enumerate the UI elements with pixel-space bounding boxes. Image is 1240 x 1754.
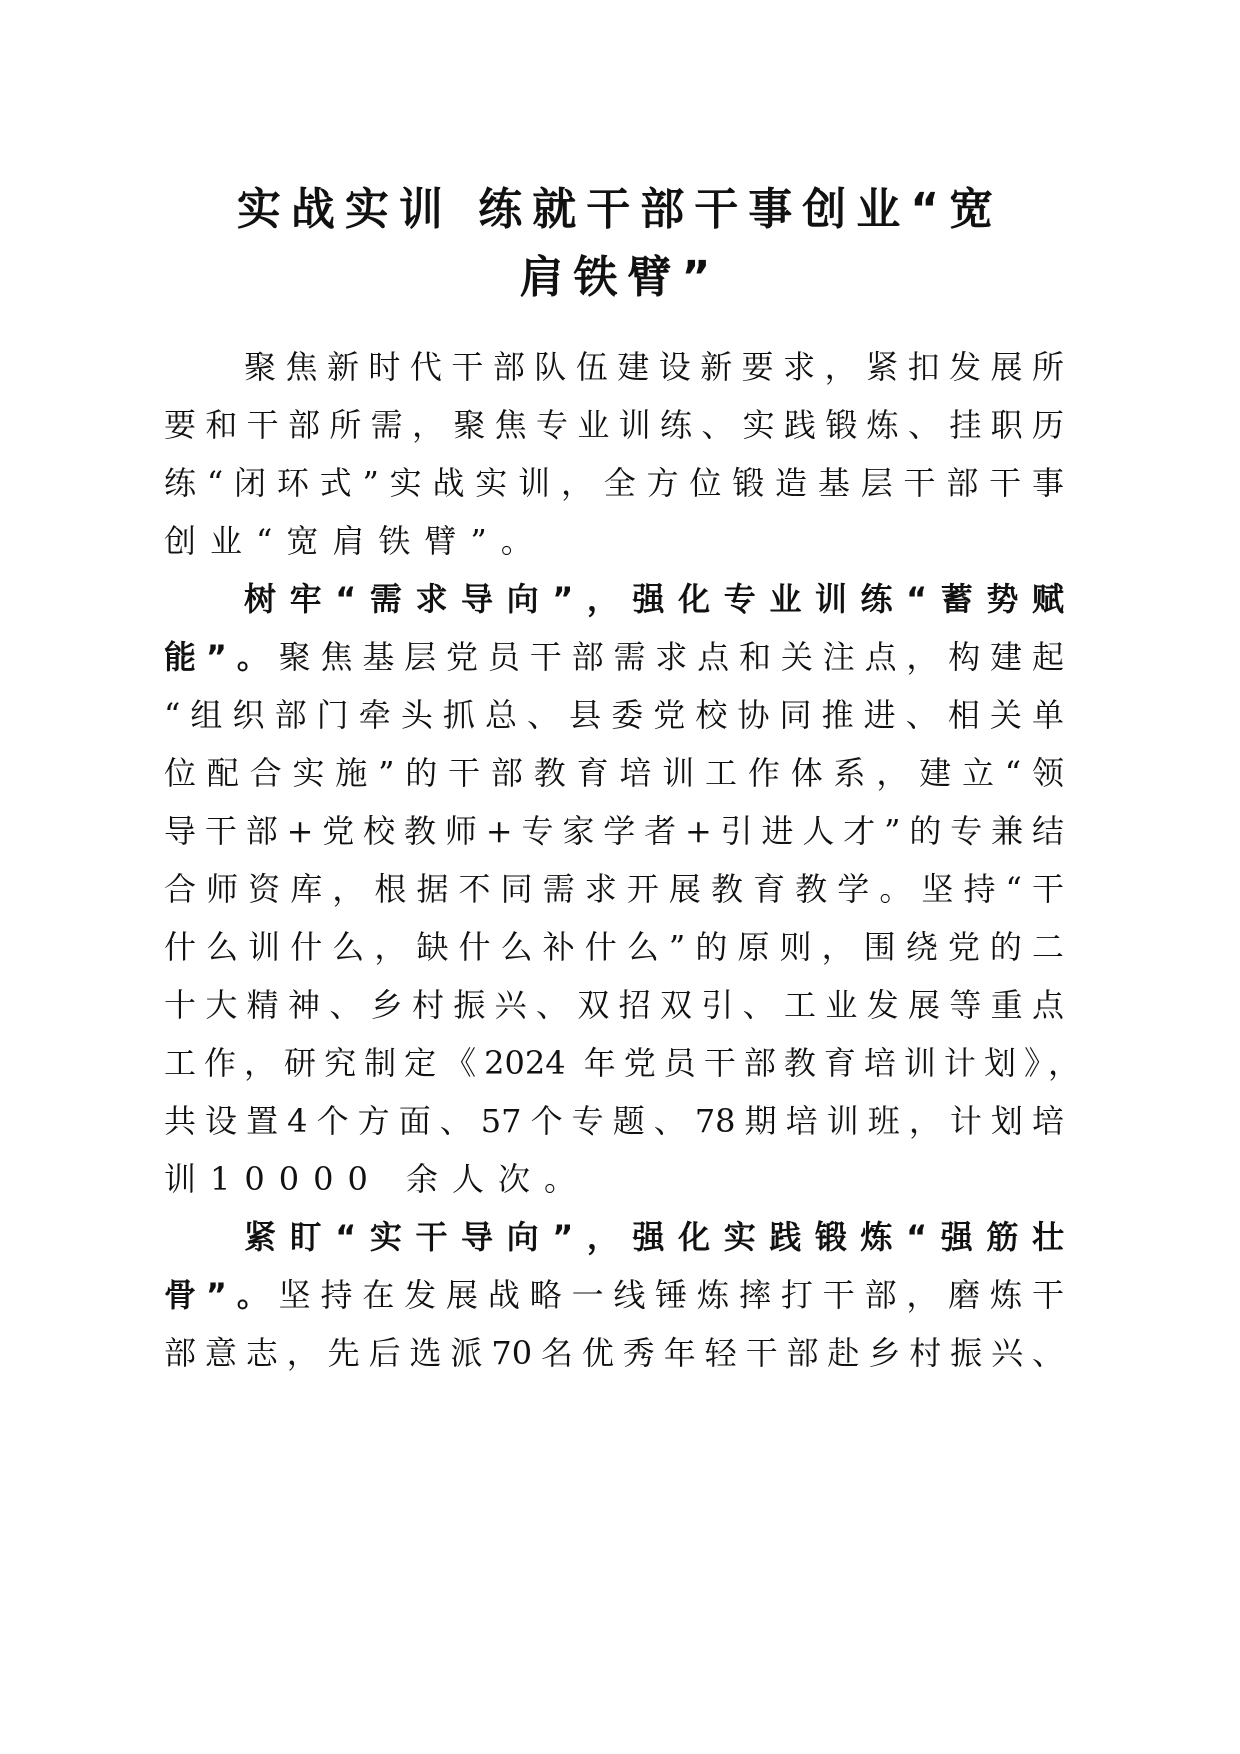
document-title-line-1: 实战实训 练就干部干事创业“宽 xyxy=(236,184,1004,235)
paragraph-2-line-3: “组织部门牵头抓总、县委党校协同推进、相关单 xyxy=(164,696,1064,734)
paragraph-2-line-5: 导干部+党校教师+专家学者+引进人才”的专兼结 xyxy=(164,812,1064,850)
paragraph-1-line-3: 练“闭环式”实战实训，全方位锻造基层干部干事 xyxy=(164,464,1064,502)
paragraph-3-line-2-text: 坚持在发展战略一线锤炼摔打干部，磨炼干 xyxy=(278,1276,1064,1314)
paragraph-3-line-2 xyxy=(164,1270,1064,1320)
paragraph-2-line-11: 训10000 余人次。 xyxy=(164,1160,590,1198)
paragraph-2-heading-line-2: 能”。 xyxy=(164,638,279,676)
paragraph-2-line-2 xyxy=(164,632,1064,682)
paragraph-2-line-7: 什么训什么，缺什么补什么”的原则，围绕党的二 xyxy=(164,928,1064,966)
paragraph-3-heading-line-1: 紧盯“实干导向”，强化实践锻炼“强筋壮 xyxy=(244,1218,1064,1256)
paragraph-2-line-9: 工作，研究制定《2024 年党员干部教育培训计划》， xyxy=(164,1044,1080,1082)
paragraph-2-heading-line-1: 树牢“需求导向”，强化专业训练“蓄势赋 xyxy=(244,580,1064,618)
paragraph-1-line-4: 创业“宽肩铁臂”。 xyxy=(164,522,547,560)
paragraph-1-line-1: 聚焦新时代干部队伍建设新要求，紧扣发展所 xyxy=(244,348,1064,386)
paragraph-2-line-2-text: 聚焦基层党员干部需求点和关注点，构建起 xyxy=(278,638,1064,676)
paragraph-2-line-4: 位配合实施”的干部教育培训工作体系，建立“领 xyxy=(164,754,1064,792)
document-title-line-2: 肩铁臂” xyxy=(519,252,721,303)
paragraph-3-line-3: 部意志，先后选派70名优秀年轻干部赴乡村振兴、 xyxy=(164,1334,1064,1372)
paragraph-1-line-2: 要和干部所需，聚焦专业训练、实践锻炼、挂职历 xyxy=(164,406,1064,444)
paragraph-2-line-10: 共设置4个方面、57个专题、78期培训班，计划培 xyxy=(164,1102,1064,1140)
paragraph-3-heading-line-2: 骨”。 xyxy=(164,1276,279,1314)
paragraph-2-line-6: 合师资库，根据不同需求开展教育教学。坚持“干 xyxy=(164,870,1064,908)
paragraph-2-line-8: 十大精神、乡村振兴、双招双引、工业发展等重点 xyxy=(164,986,1064,1024)
